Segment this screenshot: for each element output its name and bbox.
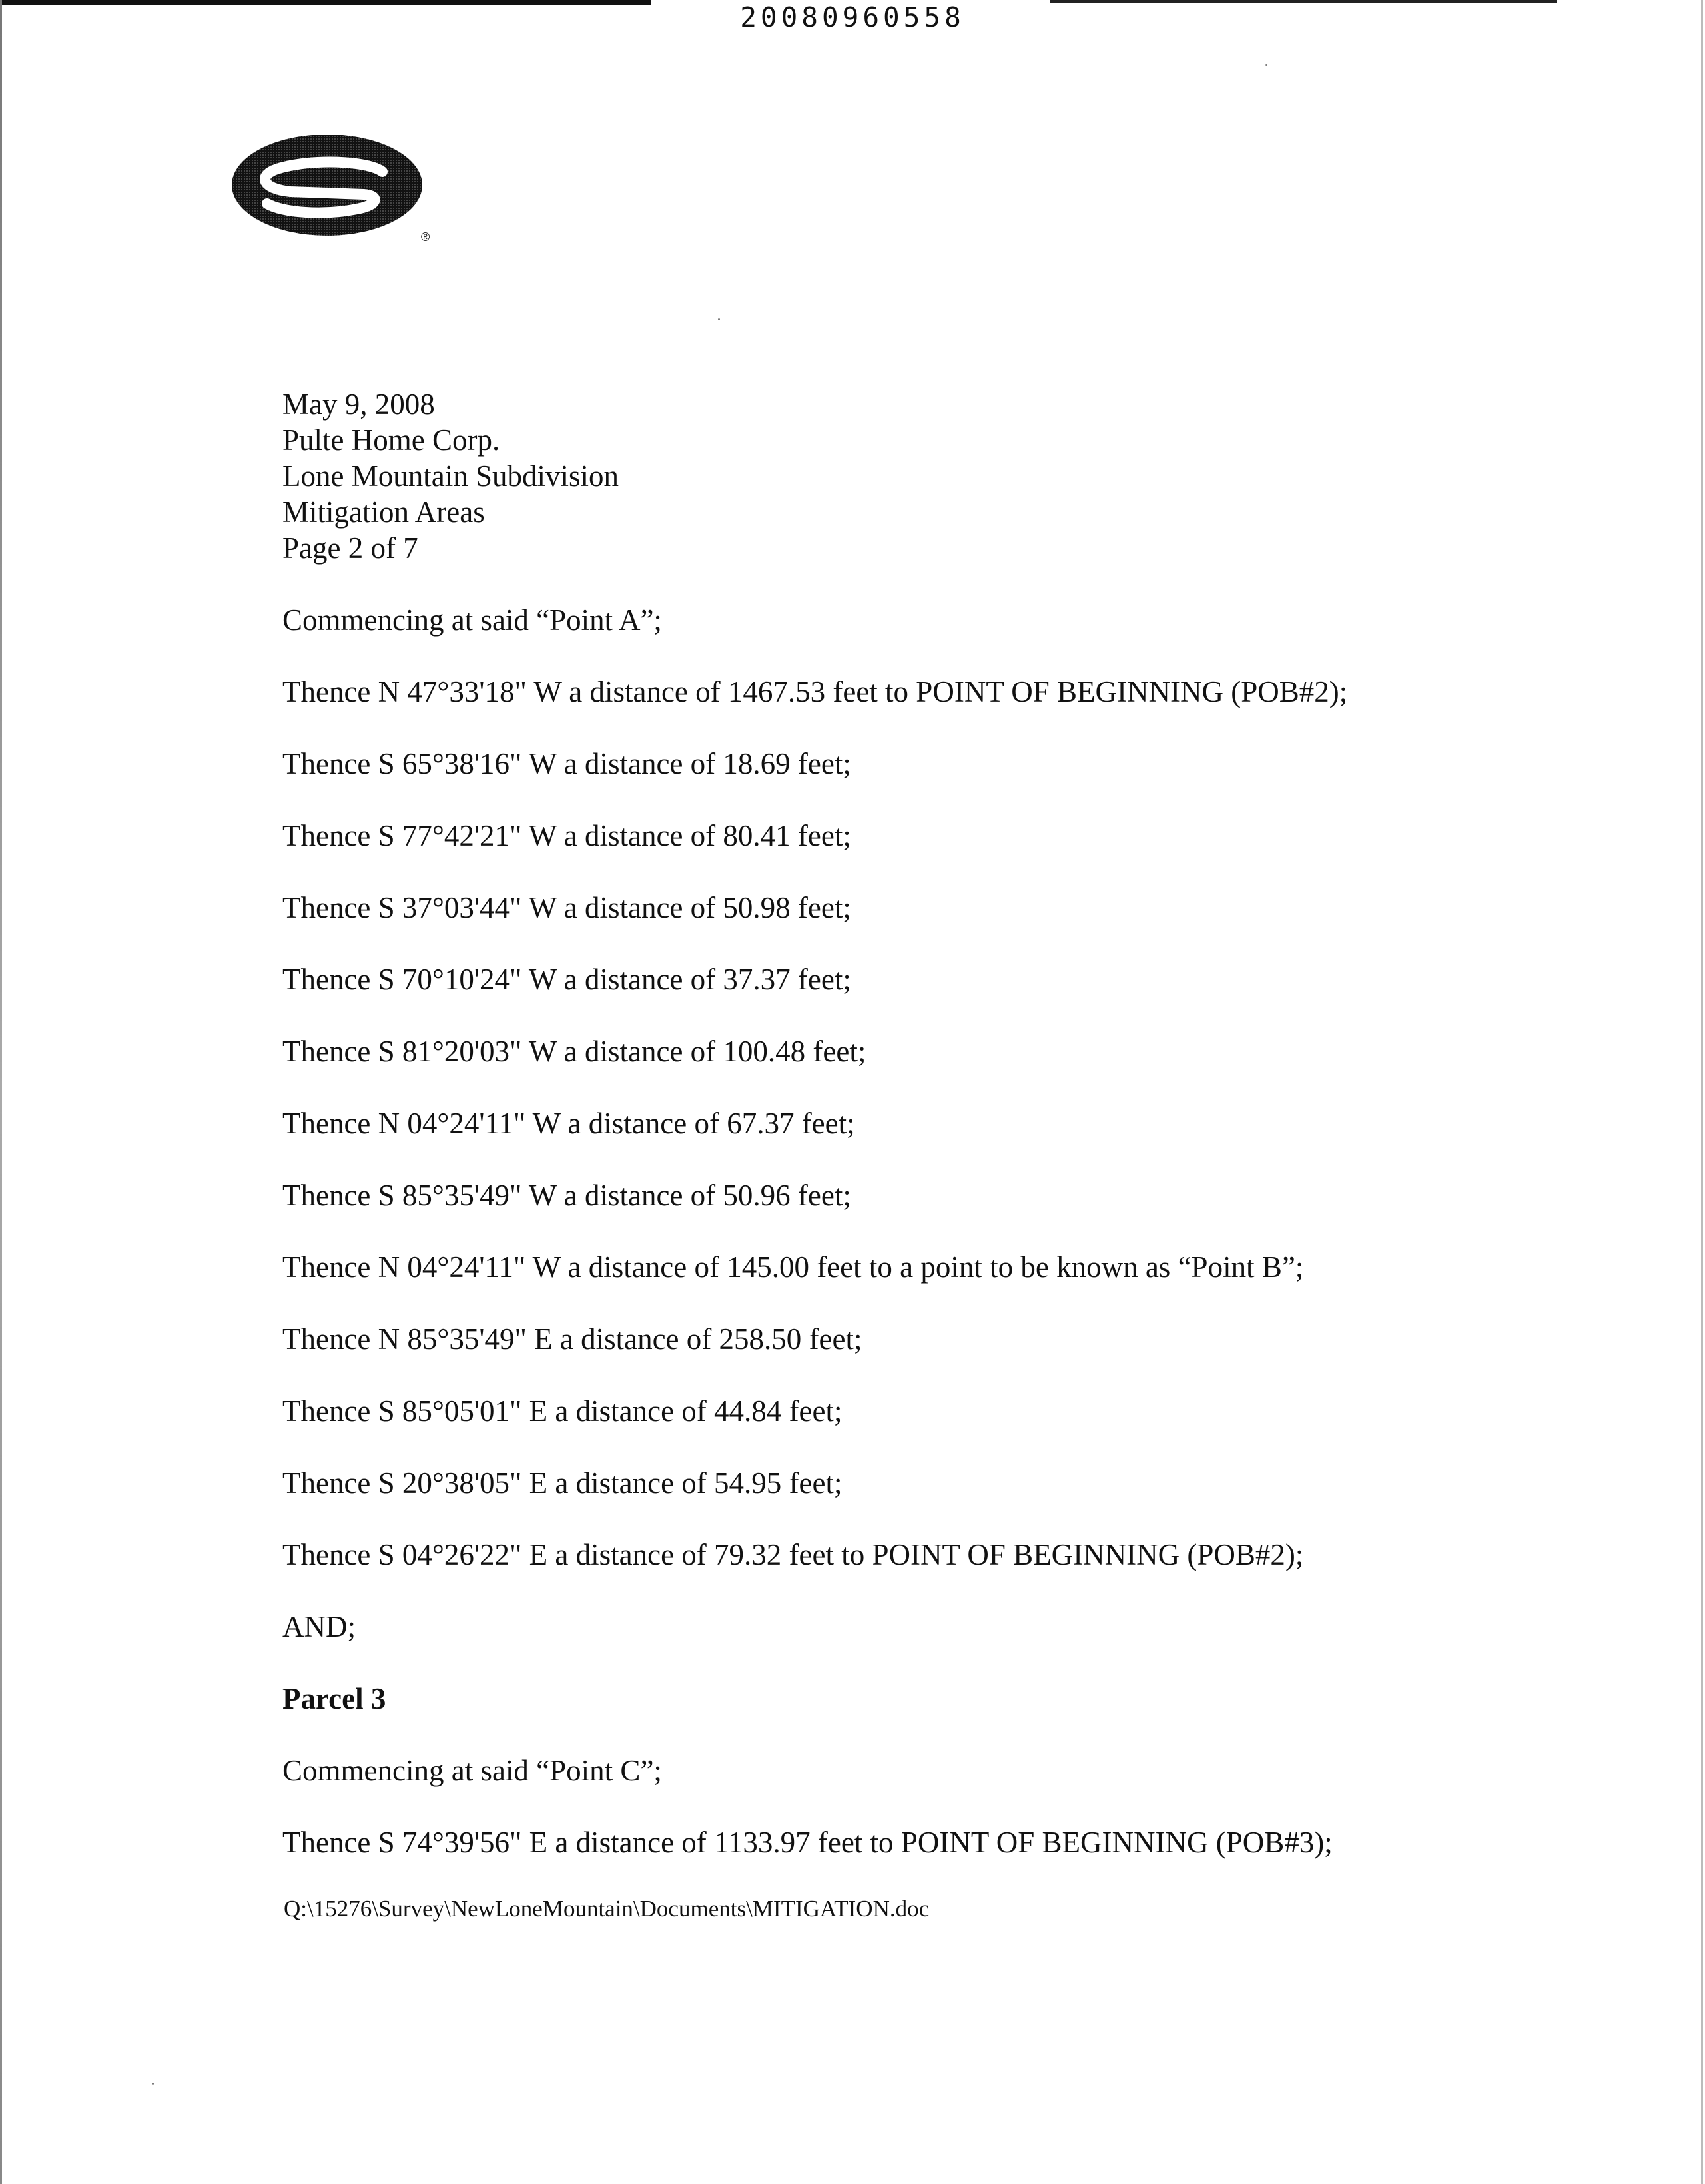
bearing-call: Thence S 85°05'01" E a distance of 44.84 feet; (282, 1394, 843, 1428)
scan-edge-right (1701, 0, 1703, 2184)
commencing-point-a: Commencing at said “Point A”; (282, 603, 662, 637)
letter-subject: Mitigation Areas (282, 495, 485, 529)
bearing-call: Thence S 65°38'16" W a distance of 18.69 feet; (282, 747, 851, 780)
letter-subdivision: Lone Mountain Subdivision (282, 459, 619, 493)
footer-file-path: Q:\15276\Survey\NewLoneMountain\Documents\MITIGATION.doc (284, 1896, 930, 1922)
bearing-call: Thence S 37°03'44" W a distance of 50.98 feet; (282, 891, 851, 924)
scan-speck (1265, 64, 1267, 66)
bearing-call: Thence S 04°26'22" E a distance of 79.32 feet to POINT OF BEGINNING (POB#2); (282, 1538, 1304, 1571)
scan-speck (718, 318, 720, 320)
bearing-call: Thence S 77°42'21" W a distance of 80.41 feet; (282, 819, 851, 852)
registered-mark: ® (421, 230, 430, 242)
letter-content (282, 386, 1641, 1860)
bearing-call: Thence S 85°35'49" W a distance of 50.96 feet; (282, 1179, 851, 1212)
scan-edge-left (0, 0, 2, 2184)
s-ellipse-logo-icon (230, 131, 432, 242)
bearing-call: Thence N 04°24'11" W a distance of 145.00 feet to a point to be known as “Point B”; (282, 1250, 1304, 1284)
conjunction-and: AND; (282, 1610, 356, 1643)
letter-date: May 9, 2008 (282, 388, 435, 421)
bearing-call: Thence N 47°33'18" W a distance of 1467.53 feet to POINT OF BEGINNING (POB#2); (282, 675, 1348, 708)
bearing-call: Thence N 85°35'49" E a distance of 258.50 feet; (282, 1322, 862, 1356)
bearing-call: Thence S 81°20'03" W a distance of 100.48 feet; (282, 1035, 866, 1068)
bearing-call: Thence S 74°39'56" E a distance of 1133.97 feet to POINT OF BEGINNING (POB#3); (282, 1826, 1333, 1859)
parcel-3-heading: Parcel 3 (282, 1682, 386, 1715)
bearing-call: Thence S 20°38'05" E a distance of 54.95 feet; (282, 1466, 843, 1500)
bearing-call: Thence N 04°24'11" W a distance of 67.37 feet; (282, 1107, 855, 1140)
letter-page-number: Page 2 of 7 (282, 531, 418, 565)
bearing-call: Thence S 70°10'24" W a distance of 37.37 feet; (282, 963, 851, 996)
scan-speck (152, 2083, 154, 2085)
letter-company: Pulte Home Corp. (282, 423, 500, 457)
recording-document-number: 20080960558 (740, 1, 965, 33)
commencing-point-c: Commencing at said “Point C”; (282, 1754, 662, 1787)
